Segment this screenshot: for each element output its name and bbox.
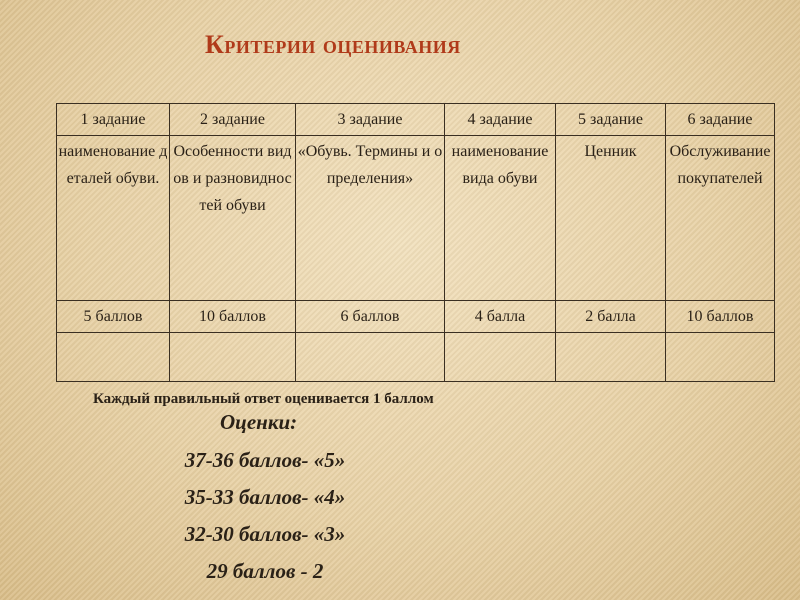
- slide-title: Критерии оценивания: [205, 30, 461, 59]
- score-cell: 5 баллов: [57, 301, 170, 333]
- topic-row: [57, 136, 775, 301]
- topic-cell: Особенности видов и разновидностей обуви: [170, 136, 296, 301]
- criteria-table: [56, 103, 775, 382]
- grades-title: Оценки:: [220, 410, 298, 434]
- header-cell: 3 задание: [296, 104, 445, 136]
- header-cell: 4 задание: [445, 104, 556, 136]
- grade-item: 37-36 баллов- «5»: [184, 448, 346, 472]
- score-cell: 4 балла: [445, 301, 556, 333]
- score-cell: 6 баллов: [296, 301, 445, 333]
- grade-item: 32-30 баллов- «3»: [184, 522, 346, 546]
- topic-cell: Ценник: [556, 136, 666, 301]
- topic-cell: наименование деталей обуви.: [57, 136, 170, 301]
- empty-cell: [57, 333, 170, 382]
- topic-cell: Обслуживание покупателей: [666, 136, 775, 301]
- header-cell: 2 задание: [170, 104, 296, 136]
- score-cell: 10 баллов: [170, 301, 296, 333]
- empty-cell: [666, 333, 775, 382]
- grade-item: 35-33 баллов- «4»: [184, 485, 346, 509]
- empty-cell: [296, 333, 445, 382]
- header-cell: 1 задание: [57, 104, 170, 136]
- empty-cell: [556, 333, 666, 382]
- scoring-note: Каждый правильный ответ оценивается 1 баллом: [93, 391, 434, 407]
- empty-cell: [170, 333, 296, 382]
- score-row: [57, 301, 775, 333]
- empty-row: [57, 333, 775, 382]
- empty-cell: [445, 333, 556, 382]
- topic-cell: наименование вида обуви: [445, 136, 556, 301]
- header-cell: 5 задание: [556, 104, 666, 136]
- header-row: [57, 104, 775, 136]
- score-cell: 10 баллов: [666, 301, 775, 333]
- topic-cell: «Обувь. Термины и определения»: [296, 136, 445, 301]
- score-cell: 2 балла: [556, 301, 666, 333]
- grade-item: 29 баллов - 2: [206, 559, 324, 583]
- header-cell: 6 задание: [666, 104, 775, 136]
